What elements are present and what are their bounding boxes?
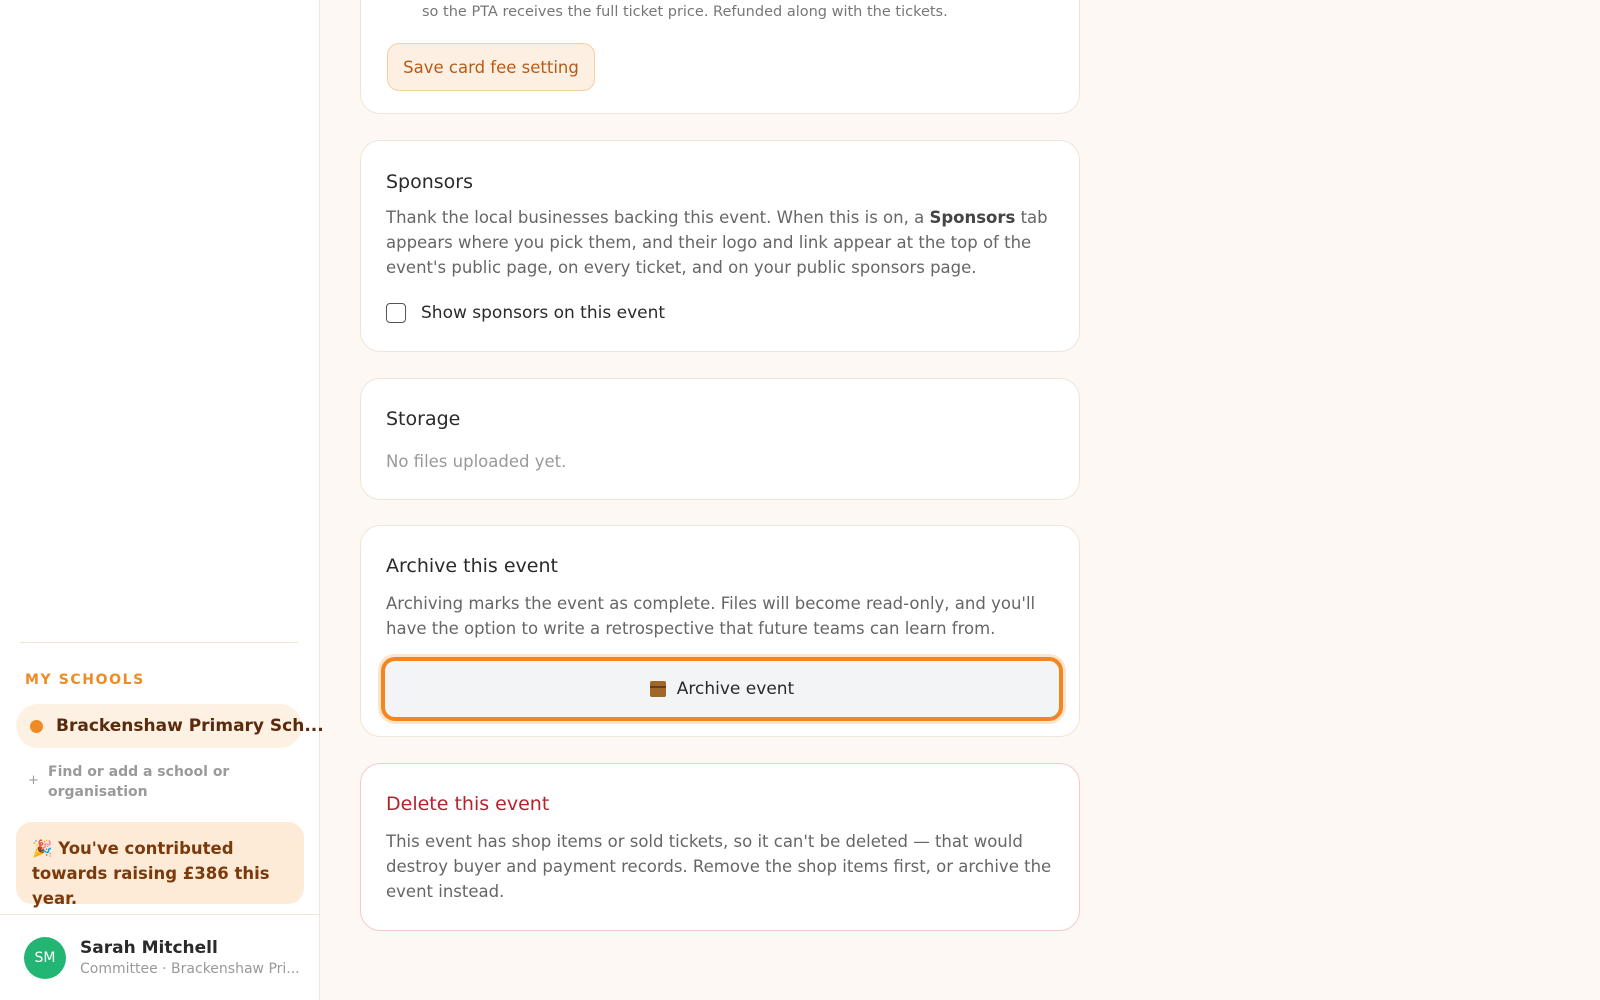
sponsors-text-after: tab appears where you pick them, and their logo and link appear at the top of the event's public page, on every ticket, and on your public sponsors page. xyxy=(386,208,1048,277)
my-schools-heading: MY SCHOOLS xyxy=(25,672,145,688)
storage-card xyxy=(360,378,1080,500)
user-info xyxy=(80,938,300,977)
school-item-brackenshaw[interactable] xyxy=(16,704,324,748)
archive-event-button[interactable] xyxy=(381,657,1063,721)
archive-card xyxy=(360,525,1080,737)
find-school-link[interactable] xyxy=(28,762,278,802)
storage-title: Storage xyxy=(386,408,461,430)
sidebar-divider xyxy=(20,642,298,643)
find-school-label: Find or add a school or organisation xyxy=(48,764,230,800)
card-fee-note: so the PTA receives the full ticket price. Refunded along with the tickets. xyxy=(422,4,948,20)
school-name: Brackenshaw Primary Sch... xyxy=(56,716,324,736)
storage-empty-text: No files uploaded yet. xyxy=(386,452,567,471)
contribution-card: 🎉 You've contributed towards raising £386 this year. xyxy=(16,822,304,904)
card-fee-card xyxy=(360,0,1080,114)
sponsors-text-before: Thank the local businesses backing this event. When this is on, a xyxy=(386,208,930,227)
sponsors-title: Sponsors xyxy=(386,171,474,193)
show-sponsors-label: Show sponsors on this event xyxy=(421,303,666,323)
show-sponsors-checkbox[interactable] xyxy=(386,303,406,323)
sponsors-card xyxy=(360,140,1080,352)
package-icon xyxy=(650,681,666,697)
user-profile[interactable] xyxy=(0,914,320,1000)
plus-icon: + xyxy=(28,773,39,788)
user-role: Committee · Brackenshaw Pri... xyxy=(80,961,300,977)
user-name: Sarah Mitchell xyxy=(80,938,218,958)
sidebar xyxy=(0,0,324,1000)
save-card-fee-button[interactable]: Save card fee setting xyxy=(387,43,595,91)
sponsors-text-bold: Sponsors xyxy=(929,208,1016,227)
archive-title: Archive this event xyxy=(386,555,558,577)
show-sponsors-toggle[interactable] xyxy=(386,303,665,323)
delete-card xyxy=(360,763,1080,931)
delete-title: Delete this event xyxy=(386,793,550,815)
delete-description: This event has shop items or sold tickets, so it can't be deleted — that would destroy buyer and payment records. Remove the shop items first, or archive the event instead. xyxy=(386,832,1052,901)
archive-description: Archiving marks the event as complete. Files will become read-only, and you'll have the option to write a retrospective that future teams can learn from. xyxy=(386,594,1036,638)
archive-event-label: Archive event xyxy=(676,679,795,699)
sponsors-description xyxy=(386,205,1056,280)
school-dot-icon xyxy=(30,720,43,733)
avatar: SM xyxy=(24,937,66,979)
